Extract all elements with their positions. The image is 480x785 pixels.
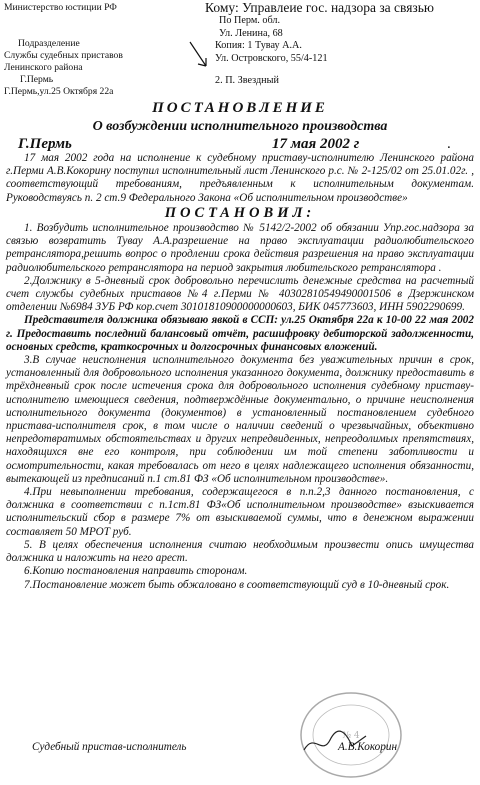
ministry-line: Министерство юстиции РФ bbox=[4, 2, 117, 13]
document-subtitle: О возбуждении исполнительного производства bbox=[92, 119, 388, 134]
district-line: Ленинского района bbox=[4, 62, 83, 73]
item-6: 6.Копию постановления направить сторонам. bbox=[24, 565, 248, 578]
document-body bbox=[6, 152, 474, 592]
recipient-line: Кому: Управлеие гос. надзора за связью bbox=[205, 0, 434, 15]
item-7: 7.Постановление может быть обжаловано в соответствующий суд в 10-дневный срок. bbox=[24, 578, 450, 591]
address-line: Г.Пермь,ул.25 Октября 22а bbox=[4, 86, 114, 97]
copy-line: Копия: 1 Тувау А.А. bbox=[215, 40, 302, 52]
item-2-bold: Представителя должника обязываю явкой в ССП: ул.25 Октября 22а к 10-00 22 мая 2002 г. Предоставить последний балансовый отчёт, расшифровку дебиторской задолженности, основных средств, краткосрочных и долгосрочных финансовых вложений. bbox=[6, 314, 474, 353]
item-2: 2.Должнику в 5-дневный срок добровольно перечислить денежные средства на расчетный счет службы судебных приставов №4 г.Перми № 40302810549490001506 в Дзержинском отделении №6984 ЗУБ РФ кор.счет 30101810900000000603, БИК 045773603, ИНН 5902290699. bbox=[6, 274, 474, 314]
region-line: По Перм. обл. bbox=[219, 15, 281, 26]
date-label: 17 мая 2002 г bbox=[272, 136, 360, 152]
item-5: 5. В целях обеспечения исполнения считаю необходимым произвести опись имущества должника и наложить на него арест. bbox=[6, 538, 474, 565]
sender-block bbox=[4, 2, 204, 98]
city-line: Г.Пермь bbox=[20, 74, 54, 85]
item-1: 1. Возбудить исполнительное производство № 5142/2-2002 об обязании Упр.гос.надзора за связью возвратить Тувау А.А.разрешение на право эксплуатации радиолюбительского ретранслятора,решить вопрос о продлении срока действия разрешения на право эксплуатации радиолюбительского ретранслятора на период закрытия любительского ретранслятора . bbox=[6, 222, 474, 274]
resolved-heading: ПОСТАНОВИЛ: bbox=[164, 204, 316, 221]
svg-text:№ 4: № 4 bbox=[342, 731, 360, 741]
document-title: ПОСТАНОВЛЕНИЕ bbox=[152, 100, 328, 116]
street-line: Ул. Ленина, 68 bbox=[219, 27, 283, 39]
place-label: Г.Пермь bbox=[18, 136, 72, 152]
copy2-line: 2. П. Звездный bbox=[215, 75, 279, 87]
item-3: 3.В случае неисполнения исполнительного документа без уважительных причин в срок, установленный для добровольного исполнения указанного документа, должнику предоставить в трёхдневный срок после истечения срока для добровольного исполнения судебному приставу-исполнителю имеющиеся сведения, подтверждённые документально, о причине неисполнения исполнительного документа (документов) в установленный постановлением судебного пристава-исполнителя срок, в том числе о наличии сведений о чрезвычайных, объективно непредотвратимых обстоятельствах и других непредвиденных, непреодолимых препятствиях, находящихся вне его контроля, при соблюдении им той степени заботливости и осмотрительности, какая требовалась от него в целях надлежащего исполнения обязанности, вытекающей из предписаний п.1 ст.81 ФЗ «Об исполнительном производстве». bbox=[6, 354, 474, 485]
copy-address-line: Ул. Островского, 55/4-121 bbox=[215, 52, 328, 64]
signer-name: А.В.Кокорин bbox=[338, 741, 397, 753]
item-4: 4.При невыполнении требования, содержащегося в п.п.2,3 данного постановления, с должника в соответствии с п.1ст.81 ФЗ«Об исполнительном производстве» взыскивается исполнительский сбор в размере 7% от взыскиваемой суммы, что в денежном выражении составляет 50 МРОТ руб. bbox=[6, 486, 474, 538]
signer-title: Судебный пристав-исполнитель bbox=[32, 741, 187, 753]
division-line: Подразделение bbox=[18, 38, 80, 49]
service-line: Службы судебных приставов bbox=[4, 50, 123, 61]
intro-paragraph: 17 мая 2002 года на исполнение к судебному приставу-исполнителю Ленинского района г.Перми А.В.Кокорину поступил исполнительный лист Ленинского р.с. № 2-125/02 от 25.01.02г. , соответствующий требованиям, предъявленным к исполнительным документам. Руководствуясь п. 2 ст.9 Федерального Закона «Об исполнительном производстве» bbox=[6, 152, 474, 204]
recipient-block bbox=[205, 0, 475, 88]
date-dot: . bbox=[447, 136, 451, 152]
